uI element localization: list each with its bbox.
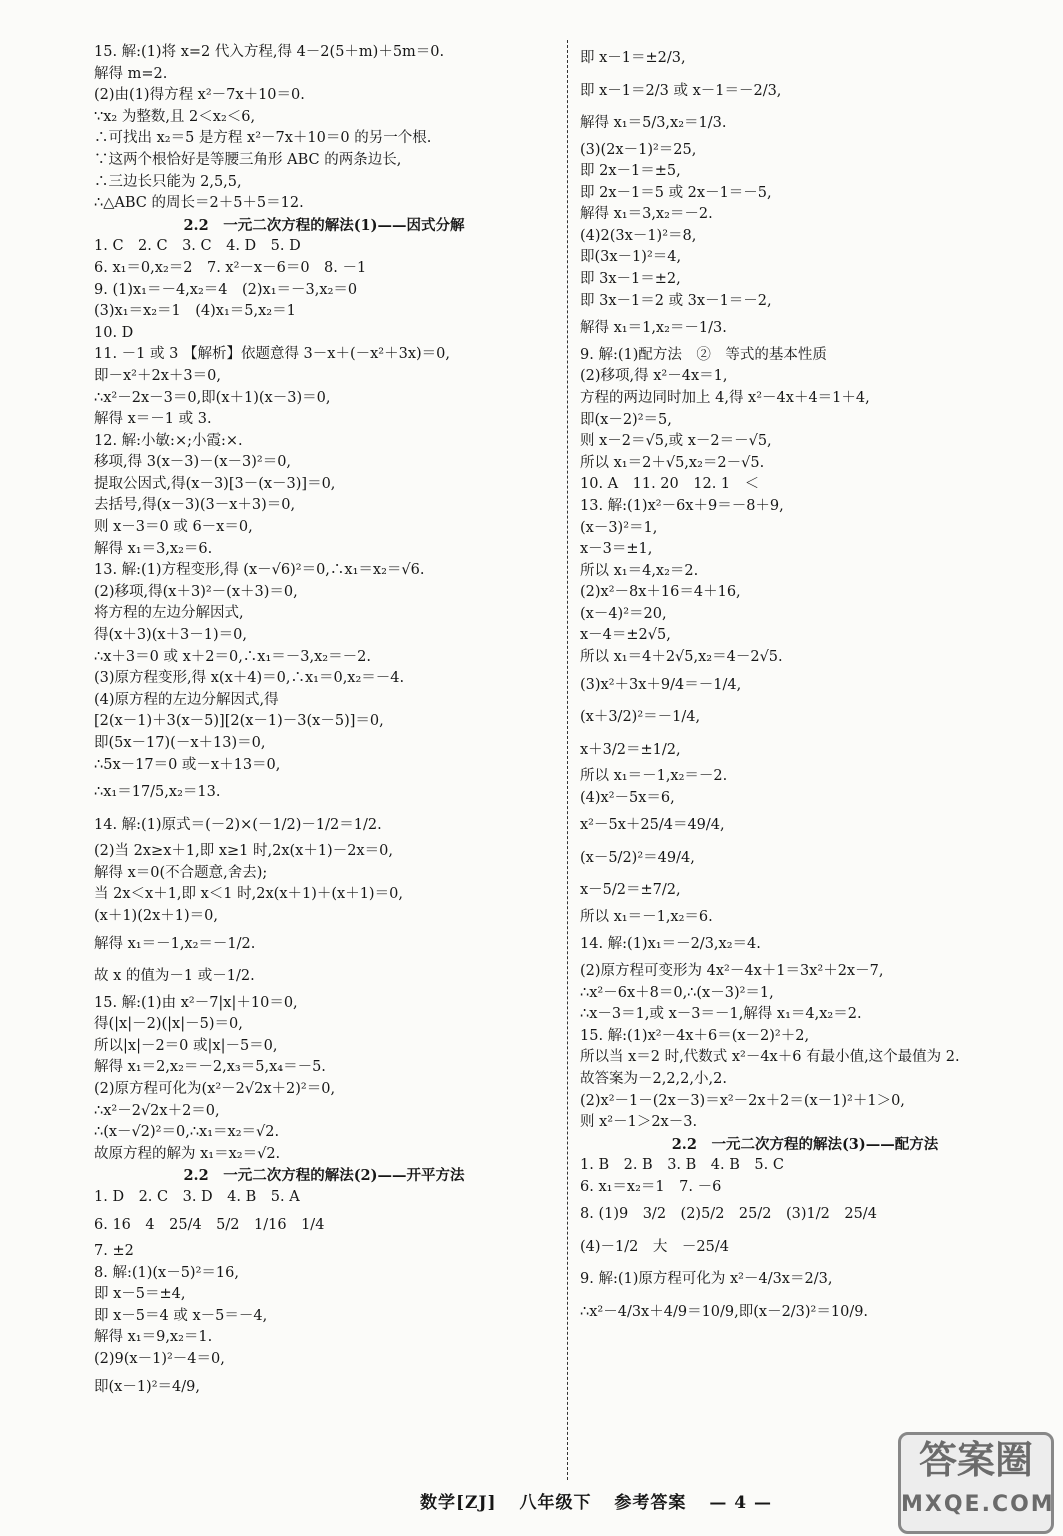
right-line: (4)x²－5x＝6,	[580, 789, 675, 806]
right-line: 则 x²－1＞2x－3.	[580, 1114, 698, 1131]
footer-grade: 八年级下	[519, 1493, 592, 1513]
left-line: 当 2x＜x＋1,即 x＜1 时,2x(x＋1)＋(x＋1)＝0,	[94, 886, 403, 903]
right-line: 所以 x₁＝4＋2√5,x₂＝4－2√5.	[580, 649, 783, 666]
left-line: 14. 解:(1)原式＝(－2)×(－1/2)－1/2＝1/2.	[94, 816, 382, 833]
left-line: 15. 解:(1)由 x²－7|x|＋10＝0,	[94, 994, 298, 1011]
right-line: (4)2(3x－1)²＝8,	[580, 227, 697, 244]
right-line: 6. x₁＝x₂＝1 7. －6	[580, 1178, 722, 1195]
right-line: 即 3x－1＝2 或 3x－1＝－2,	[580, 292, 772, 309]
right-line: 即 x－1＝2/3 或 x－1＝－2/3,	[580, 82, 782, 99]
left-line: ∴x₁＝17/5,x₂＝13.	[94, 784, 221, 801]
left-line: 解得 x₁＝－1,x₂＝－1/2.	[94, 935, 256, 952]
right-line: 所以 x₁＝－1,x₂＝－2.	[580, 768, 728, 785]
left-line: 解得 x＝0(不合题意,舍去);	[94, 864, 268, 881]
right-line: x－3＝±1,	[580, 541, 653, 558]
right-line: 解得 x₁＝5/3,x₂＝1/3.	[580, 115, 727, 131]
left-line: 12. 解:小敏:×;小霞:×.	[94, 432, 243, 449]
left-line: ∴(x－√2)²＝0,∴x₁＝x₂＝√2.	[94, 1124, 280, 1141]
right-line: 故答案为－2,2,2,小,2.	[580, 1070, 727, 1087]
watermark-bottom-text: MXQE.COM	[901, 1492, 1055, 1517]
right-line: (x＋3/2)²＝－1/4,	[580, 709, 701, 726]
left-line: ∴5x－17＝0 或－x＋13＝0,	[94, 756, 281, 773]
left-line: 即 x－5＝4 或 x－5＝－4,	[94, 1307, 268, 1324]
left-line: ∴三边长只能为 2,5,5,	[94, 173, 242, 190]
left-line: 13. 解:(1)方程变形,得 (x－√6)²＝0,∴x₁＝x₂＝√6.	[94, 562, 425, 579]
right-line: 13. 解:(1)x²－6x＋9＝－8＋9,	[580, 497, 784, 514]
left-line: ∵这两个根恰好是等腰三角形 ABC 的两条边长,	[94, 151, 402, 168]
left-line: (2)移项,得(x＋3)²－(x＋3)＝0,	[94, 583, 298, 600]
left-line: 10. D	[94, 324, 134, 341]
left-line: 即(5x－17)(－x＋13)＝0,	[94, 735, 266, 751]
right-line: 即 2x－1＝5 或 2x－1＝－5,	[580, 184, 772, 201]
left-line: 即(x－1)²＝4/9,	[94, 1378, 200, 1395]
right-line: 15. 解:(1)x²－4x＋6＝(x－2)²＋2,	[580, 1027, 810, 1044]
right-line: 即 2x－1＝±5,	[580, 163, 681, 180]
footer-page-number: — 4 —	[709, 1493, 772, 1513]
right-line: 即(3x－1)²＝4,	[580, 249, 682, 266]
right-line: (3)x²＋3x＋9/4＝－1/4,	[580, 676, 742, 693]
right-line: x－5/2＝±7/2,	[580, 882, 681, 899]
right-line: (x－4)²＝20,	[580, 605, 667, 622]
left-line: 解得 x＝－1 或 3.	[94, 411, 212, 428]
right-line: 1. B 2. B 3. B 4. B 5. C	[580, 1157, 784, 1174]
right-line: ∴x²－4/3x＋4/9＝10/9,即(x－2/3)²＝10/9.	[580, 1303, 869, 1320]
left-line: ∴x²－2√2x＋2＝0,	[94, 1102, 220, 1119]
left-line: (x＋1)(2x＋1)＝0,	[94, 907, 218, 924]
page-footer	[420, 1488, 788, 1513]
left-line: 解得 x₁＝3,x₂＝6.	[94, 540, 213, 557]
left-line: 得(x＋3)(x＋3－1)＝0,	[94, 627, 247, 644]
right-line: 即 x－1＝±2/3,	[580, 50, 686, 66]
left-line: 2.2 一元二次方程的解法(2)——开平方法	[183, 1167, 465, 1185]
left-line: ∴可找出 x₂＝5 是方程 x²－7x＋10＝0 的另一个根.	[94, 130, 432, 147]
right-line: 方程的两边同时加上 4,得 x²－4x＋4＝1＋4,	[580, 389, 870, 406]
left-line: (3)x₁＝x₂＝1 (4)x₁＝5,x₂＝1	[94, 303, 296, 320]
right-line: 所以 x₁＝4,x₂＝2.	[580, 562, 699, 579]
left-line: 移项,得 3(x－3)－(x－3)²＝0,	[94, 454, 292, 471]
left-line: 解得 x₁＝2,x₂＝－2,x₃＝5,x₄＝－5.	[94, 1059, 326, 1076]
left-line: (2)由(1)得方程 x²－7x＋10＝0.	[94, 87, 305, 104]
column-divider	[567, 40, 568, 1480]
right-line: x²－5x＋25/4＝49/4,	[580, 817, 725, 834]
right-line: (2)原方程可变形为 4x²－4x＋1＝3x²＋2x－7,	[580, 962, 884, 979]
left-line: 1. C 2. C 3. C 4. D 5. D	[94, 238, 301, 255]
left-line: 11. －1 或 3 【解析】依题意得 3－x＋(－x²＋3x)＝0,	[94, 346, 450, 363]
left-line: 6. 16 4 25/4 5/2 1/16 1/4	[94, 1216, 325, 1233]
left-line: 故 x 的值为－1 或－1/2.	[94, 968, 255, 985]
left-line: 将方程的左边分解因式,	[94, 605, 244, 622]
right-line: 2.2 一元二次方程的解法(3)——配方法	[671, 1135, 939, 1153]
left-line: (4)原方程的左边分解因式,得	[94, 691, 279, 708]
left-line: 1. D 2. C 3. D 4. B 5. A	[94, 1188, 300, 1205]
right-line: (2)x²－8x＋16＝4＋16,	[580, 584, 741, 601]
left-line: 所以|x|－2＝0 或|x|－5＝0,	[94, 1037, 278, 1054]
left-line: 8. 解:(1)(x－5)²＝16,	[94, 1264, 239, 1281]
right-line: 则 x－2＝√5,或 x－2＝－√5,	[580, 433, 772, 450]
right-line: (4)－1/2 大 －25/4	[580, 1238, 729, 1255]
left-line: 则 x－3＝0 或 6－x＝0,	[94, 519, 253, 536]
left-line: ∴x＋3＝0 或 x＋2＝0,∴x₁＝－3,x₂＝－2.	[94, 648, 371, 665]
left-line: [2(x－1)＋3(x－5)][2(x－1)－3(x－5)]＝0,	[94, 713, 384, 730]
left-line: 解得 x₁＝9,x₂＝1.	[94, 1329, 213, 1346]
left-line: (2)当 2x≥x＋1,即 x≥1 时,2x(x＋1)－2x＝0,	[94, 843, 393, 860]
right-line: (3)(2x－1)²＝25,	[580, 141, 697, 158]
watermark-top-text: 答案圈	[918, 1438, 1033, 1482]
left-line: (2)9(x－1)²－4＝0,	[94, 1350, 225, 1367]
right-line: ∴x²－6x＋8＝0,∴(x－3)²＝1,	[580, 984, 774, 1001]
right-line: 10. A 11. 20 12. 1 ＜	[580, 476, 760, 493]
right-line: 解得 x₁＝1,x₂＝－1/3.	[580, 320, 727, 337]
right-line: 9. 解:(1)原方程可化为 x²－4/3x＝2/3,	[580, 1271, 833, 1288]
left-line: 6. x₁＝0,x₂＝2 7. x²－x－6＝0 8. －1	[94, 259, 367, 276]
right-line: 所以 x₁＝2＋√5,x₂＝2－√5.	[580, 454, 765, 471]
right-line: x＋3/2＝±1/2,	[580, 741, 681, 758]
right-line: 8. (1)9 3/2 (2)5/2 25/2 (3)1/2 25/4	[580, 1206, 877, 1223]
right-line: (2)移项,得 x²－4x＝1,	[580, 368, 728, 385]
left-line: 去括号,得(x－3)(3－x＋3)＝0,	[94, 497, 296, 514]
left-line: (2)原方程可化为(x²－2√2x＋2)²＝0,	[94, 1080, 336, 1097]
right-line: 所以当 x＝2 时,代数式 x²－4x＋6 有最小值,这个最值为 2.	[580, 1049, 960, 1066]
left-line: 提取公因式,得(x－3)[3－(x－3)]＝0,	[94, 475, 336, 492]
left-line: 即 x－5＝±4,	[94, 1286, 186, 1303]
left-line: ∴x²－2x－3＝0,即(x＋1)(x－3)＝0,	[94, 389, 331, 406]
left-line: ∵x₂ 为整数,且 2＜x₂＜6,	[94, 108, 256, 125]
left-line: 即－x²＋2x＋3＝0,	[94, 367, 221, 384]
left-line: 故原方程的解为 x₁＝x₂＝√2.	[94, 1145, 281, 1162]
left-line: 9. (1)x₁＝－4,x₂＝4 (2)x₁＝－3,x₂＝0	[94, 281, 358, 298]
left-line: 15. 解:(1)将 x=2 代入方程,得 4－2(5＋m)＋5m＝0.	[94, 44, 445, 60]
right-line: x－4＝±2√5,	[580, 627, 671, 644]
left-answer-column	[94, 42, 554, 1403]
left-line: (3)原方程变形,得 x(x＋4)＝0,∴x₁＝0,x₂＝－4.	[94, 670, 405, 687]
left-line: 7. ±2	[94, 1243, 134, 1259]
right-line: 14. 解:(1)x₁＝－2/3,x₂＝4.	[580, 936, 761, 953]
footer-label: 参考答案	[614, 1493, 687, 1513]
right-line: (x－5/2)²＝49/4,	[580, 849, 695, 866]
left-line: 2.2 一元二次方程的解法(1)——因式分解	[183, 216, 465, 234]
right-line: 9. 解:(1)配方法 ② 等式的基本性质	[580, 346, 827, 363]
right-answer-column	[580, 42, 1030, 1328]
right-line: (2)x²－1－(2x－3)＝x²－2x＋2＝(x－1)²＋1＞0,	[580, 1092, 905, 1109]
right-line: 即 3x－1＝±2,	[580, 271, 681, 288]
right-line: (x－3)²＝1,	[580, 519, 658, 536]
left-line: ∴△ABC 的周长＝2＋5＋5＝12.	[94, 195, 304, 212]
right-line: 即(x－2)²＝5,	[580, 411, 672, 428]
left-line: 得(|x|－2)(|x|－5)＝0,	[94, 1016, 243, 1033]
right-line: 解得 x₁＝3,x₂＝－2.	[580, 206, 713, 223]
watermark-logo	[898, 1432, 1054, 1534]
right-line: 所以 x₁＝－1,x₂＝6.	[580, 908, 713, 925]
right-line: ∴x－3＝1,或 x－3＝－1,解得 x₁＝4,x₂＝2.	[580, 1006, 862, 1023]
left-line: 解得 m=2.	[94, 65, 168, 82]
footer-subject: 数学[ZJ]	[420, 1493, 497, 1513]
